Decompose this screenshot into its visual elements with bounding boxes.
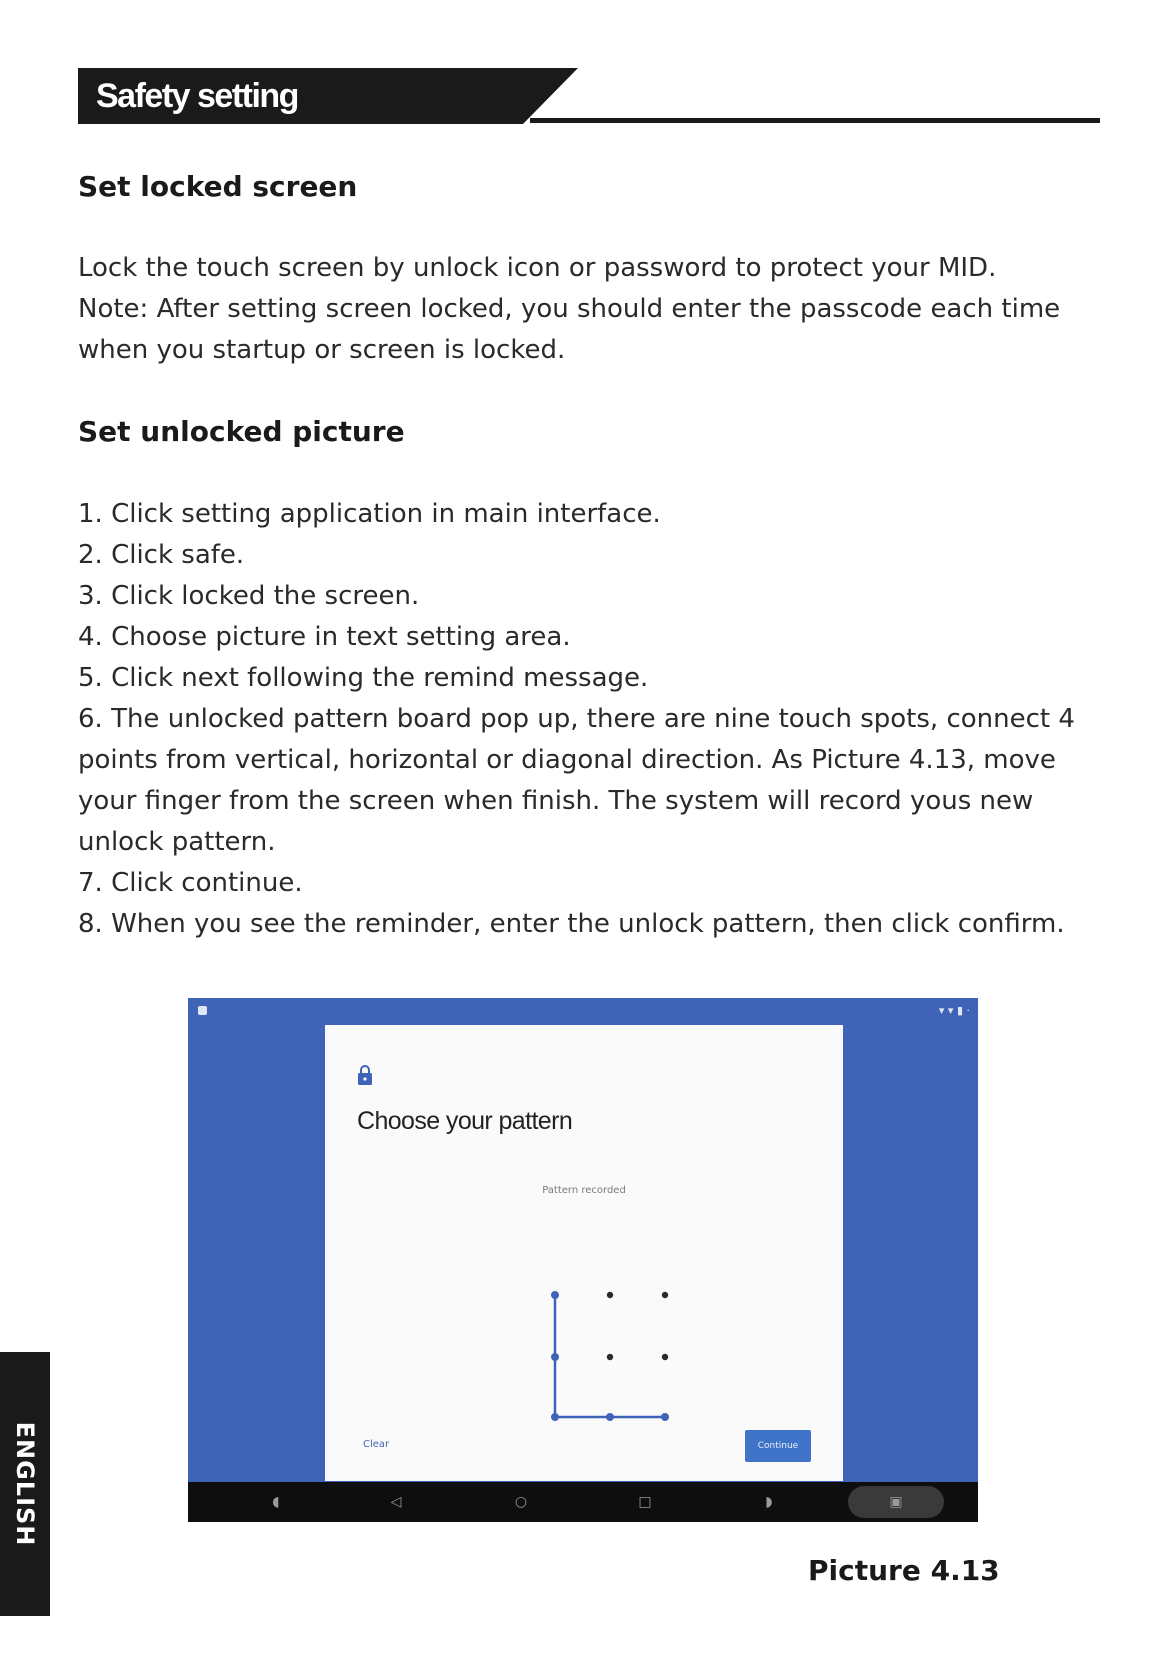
figure-caption: Picture 4.13 [808, 1554, 1000, 1587]
heading-set-unlocked-picture: Set unlocked picture [78, 415, 405, 448]
dialog-title: Choose your pattern [357, 1107, 573, 1135]
pattern-dialog [325, 1025, 843, 1481]
step-line: your finger from the screen when finish. The system will record yous new [78, 786, 1034, 816]
device-screenshot [188, 998, 978, 1522]
screenshot-button[interactable] [848, 1486, 944, 1518]
step-line: unlock pattern. [78, 827, 276, 857]
step-line: 5. Click next following the remind message. [78, 663, 649, 693]
pattern-dot[interactable] [551, 1291, 559, 1299]
pattern-dot[interactable] [662, 1354, 668, 1360]
step-line: 1. Click setting application in main interface. [78, 499, 661, 529]
notification-icon [198, 1006, 207, 1015]
home-icon[interactable]: ○ [514, 1494, 528, 1510]
screenshot-icon: ▣ [889, 1494, 903, 1510]
status-icons: ▾ ▾ ▮ · [938, 1004, 970, 1017]
paragraph-line: Note: After setting screen locked, you should enter the passcode each time [78, 294, 1061, 324]
section2-steps [78, 494, 1108, 945]
step-line: 6. The unlocked pattern board pop up, there are nine touch spots, connect 4 [78, 704, 1075, 734]
clear-button[interactable]: Clear [363, 1439, 390, 1450]
dialog-subtitle: Pattern recorded [542, 1185, 626, 1196]
step-line: 2. Click safe. [78, 540, 245, 570]
pattern-dot[interactable] [607, 1292, 613, 1298]
pattern-dot[interactable] [662, 1292, 668, 1298]
step-line: 3. Click locked the screen. [78, 581, 420, 611]
header-rule [530, 118, 1100, 123]
back-icon[interactable]: ◁ [390, 1494, 402, 1510]
pattern-dot[interactable] [607, 1354, 613, 1360]
pattern-dot[interactable] [551, 1413, 559, 1421]
language-tab [0, 1352, 50, 1616]
pattern-dot[interactable] [661, 1413, 669, 1421]
paragraph-line: Lock the touch screen by unlock icon or password to protect your MID. [78, 253, 997, 283]
section-title: Safety setting [96, 77, 298, 115]
step-line: 7. Click continue. [78, 868, 303, 898]
volume-up-icon[interactable]: ◗ [765, 1494, 773, 1510]
recent-apps-icon[interactable]: □ [638, 1494, 652, 1510]
step-line: points from vertical, horizontal or diagonal direction. As Picture 4.13, move [78, 745, 1056, 775]
paragraph-line: when you startup or screen is locked. [78, 335, 566, 365]
section1-body [78, 248, 1108, 371]
pattern-dot[interactable] [606, 1413, 614, 1421]
heading-set-locked-screen: Set locked screen [78, 170, 358, 203]
pattern-grid[interactable] [525, 1275, 725, 1445]
pattern-dot[interactable] [551, 1353, 559, 1361]
language-label: ENGLISH [11, 1421, 39, 1547]
navigation-bar [188, 1482, 978, 1522]
step-line: 4. Choose picture in text setting area. [78, 622, 571, 652]
volume-down-icon[interactable]: ◖ [272, 1494, 280, 1510]
step-line: 8. When you see the reminder, enter the unlock pattern, then click confirm. [78, 909, 1065, 939]
lock-icon [357, 1065, 373, 1085]
continue-button[interactable]: Continue [745, 1430, 811, 1462]
